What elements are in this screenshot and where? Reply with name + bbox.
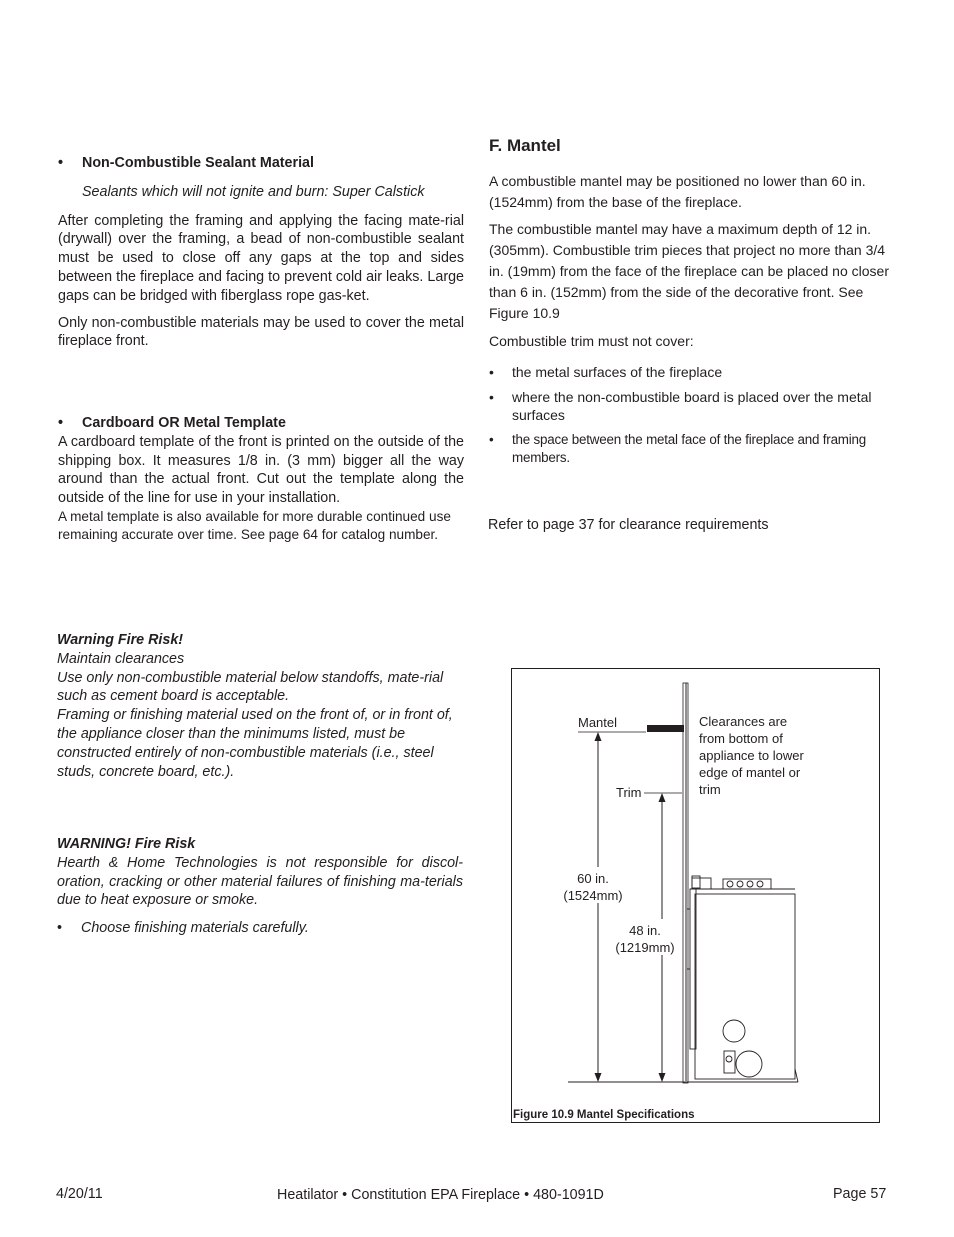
warning2-bullet-text: Choose finishing materials carefully. bbox=[81, 920, 309, 937]
mantel-section bbox=[489, 135, 899, 467]
bullet: • bbox=[58, 155, 64, 171]
dimension-48-label bbox=[615, 923, 674, 955]
warning-fire-risk-2 bbox=[57, 835, 463, 938]
warning1-title: Warning Fire Risk! bbox=[57, 632, 184, 648]
trim-restrictions-list bbox=[489, 364, 899, 468]
svg-text:48 in.: 48 in. bbox=[629, 923, 661, 938]
trim-must-not-cover: Combustible trim must not cover: bbox=[489, 333, 694, 349]
list-item: • where the non-combustible board is placed over the metal surfaces bbox=[489, 389, 872, 423]
template-heading: Cardboard OR Metal Template bbox=[82, 415, 286, 431]
svg-text:from bottom of: from bottom of bbox=[699, 731, 783, 746]
figure-10-9 bbox=[511, 668, 880, 1123]
clearance-reference: Refer to page 37 for clearance requirements bbox=[488, 517, 769, 533]
warning1-line1: Maintain clearances bbox=[57, 650, 185, 667]
list-item: • the space between the metal face of the fireplace and framing members. bbox=[489, 432, 867, 466]
dimension-60-label bbox=[563, 871, 622, 903]
svg-text:60 in.: 60 in. bbox=[577, 871, 609, 886]
svg-text:appliance to lower: appliance to lower bbox=[699, 748, 804, 763]
figure-caption: Figure 10.9 Mantel Specifications bbox=[513, 1109, 695, 1121]
arrow-down-icon bbox=[595, 1073, 602, 1082]
sealant-heading: Non-Combustible Sealant Material bbox=[82, 155, 314, 171]
cardboard-template-paragraph: A cardboard template of the front is printed on the outside of the shipping box. It measures 1/8 in. (3 mm) bigger all the way around than the actual front. Cut out the template along the outside of the line for use in your installation. bbox=[58, 433, 464, 507]
metal-template-paragraph: A metal template is also available for more durable continued use remaining accurate over time. See page 64 for catalog number. bbox=[58, 508, 451, 543]
footer-page-number: Page 57 bbox=[833, 1186, 887, 1202]
section-heading: F. Mantel bbox=[489, 136, 561, 155]
svg-text:edge of mantel or: edge of mantel or bbox=[699, 765, 801, 780]
warning1-line2: Use only non-combustible material below standoffs, mate-rial such as cement board is acceptable. bbox=[57, 669, 444, 705]
sealant-examples: Sealants which will not ignite and burn: Super Calstick bbox=[82, 183, 425, 200]
bullet: • bbox=[57, 920, 63, 937]
trim-label: Trim bbox=[616, 785, 642, 800]
fireplace-unit bbox=[687, 876, 798, 1082]
svg-text:Clearances are: Clearances are bbox=[699, 714, 788, 729]
footer-title: Heatilator • Constitution EPA Fireplace • 480-1091D bbox=[277, 1187, 604, 1203]
warning2-title: WARNING! Fire Risk bbox=[57, 836, 196, 852]
mantel-label: Mantel bbox=[578, 715, 618, 730]
arrow-down-icon bbox=[659, 1073, 666, 1082]
bullet: • bbox=[58, 415, 64, 431]
svg-text:trim: trim bbox=[699, 782, 721, 797]
mantel-depth-paragraph: The combustible mantel may have a maximum depth of 12 in. (305mm). Combustible trim pieces that project no more than 3/4 in. (19mm) from the face of the fireplace can be placed no closer than 6 in. (152mm) from the side of the decorative front. See Figure 10.9 bbox=[489, 221, 889, 321]
front-cover-paragraph: Only non-combustible materials may be used to cover the metal fireplace front. bbox=[58, 314, 464, 350]
warning1-line3: Framing or finishing material used on the front of, or in front of, the appliance closer than the minimums listed, must be constructed entirely of non-combustible materials (i.e., steel studs, concrete board, etc.). bbox=[57, 707, 453, 780]
footer-date: 4/20/11 bbox=[56, 1186, 103, 1202]
mantel-diagram bbox=[512, 669, 879, 1122]
clearance-note bbox=[699, 714, 804, 797]
svg-text:(1219mm): (1219mm) bbox=[615, 940, 675, 955]
list-item: • the metal surfaces of the fireplace bbox=[489, 363, 723, 380]
warning-fire-risk-1 bbox=[57, 631, 463, 781]
svg-text:(1524mm): (1524mm) bbox=[563, 888, 623, 903]
mantel-block bbox=[647, 725, 684, 732]
template-section bbox=[58, 414, 464, 545]
sealant-section bbox=[58, 154, 464, 351]
arrow-up-icon bbox=[659, 793, 666, 802]
warning2-text: Hearth & Home Technologies is not responsible for discol-oration, cracking or other material failures of finishing ma-terials due to heat exposure or smoke. bbox=[57, 854, 463, 909]
arrow-up-icon bbox=[595, 732, 602, 741]
mantel-height-paragraph: A combustible mantel may be positioned no lower than 60 in. (1524mm) from the base of the fireplace. bbox=[489, 173, 866, 210]
sealant-paragraph: After completing the framing and applying the facing mate-rial (drywall) over the framing, a bead of non-combustible sealant must be used to close off any gaps at the top and sides between the fireplace and facing to prevent cold air leaks. Large gaps can be bridged with fiberglass rope gas-ket. bbox=[58, 212, 464, 304]
